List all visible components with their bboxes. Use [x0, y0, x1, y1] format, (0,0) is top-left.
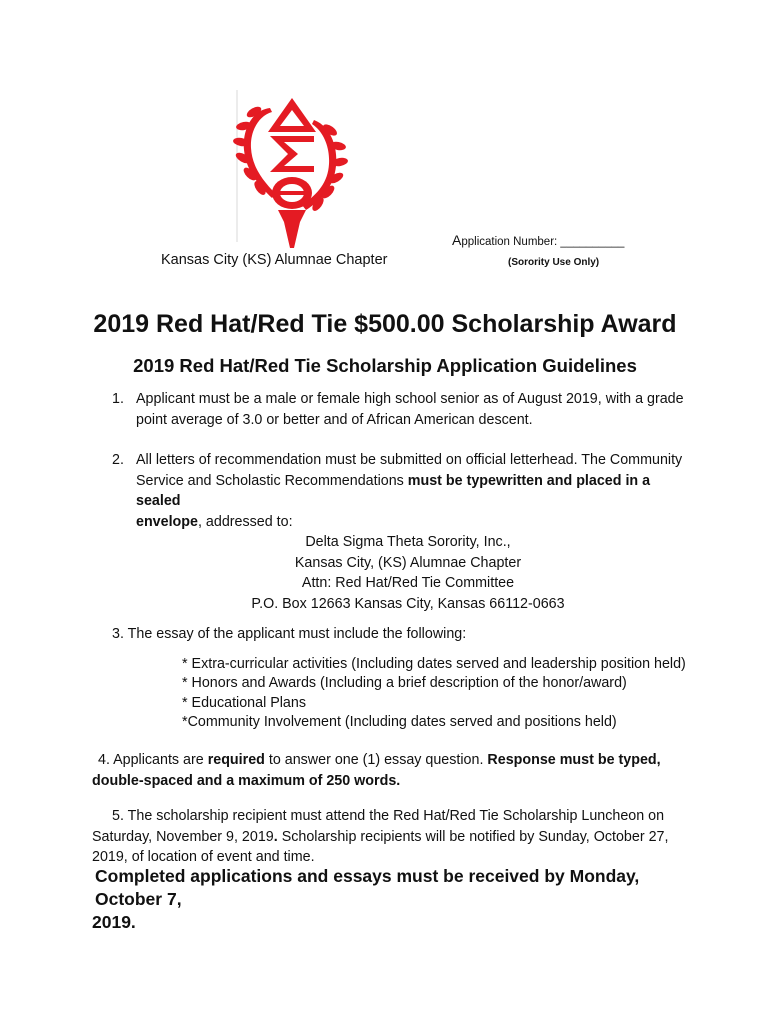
- item-1-line-1: Applicant must be a male or female high school senior as of August 2019, with a grade: [136, 391, 684, 407]
- item-5-line-3: 2019, of location of event and time.: [92, 849, 315, 865]
- item-5-line-1: 5. The scholarship recipient must attend the Red Hat/Red Tie Scholarship Luncheon on: [112, 808, 665, 824]
- item-2-line-3-plain: , addressed to:: [197, 513, 293, 530]
- address-line-4: P.O. Box 12663 Kansas City, Kansas 66112-0663: [251, 595, 565, 612]
- item-4-middle: to answer one (1) essay question.: [264, 752, 488, 768]
- item-2-line-1: All letters of recommendation must be submitted on official letterhead. The Community: [136, 452, 683, 468]
- item-4-bold-tail: Response must be typed,: [487, 752, 661, 768]
- item-1-line-2: point average of 3.0 or better and of African American descent.: [136, 411, 533, 428]
- page-title: 2019 Red Hat/Red Tie $500.00 Scholarship Award: [93, 310, 677, 338]
- deadline-line-1: Completed applications and essays must be received by Monday, October 7,: [95, 866, 640, 909]
- item-5-text: [92, 806, 712, 868]
- item-2-line-2-bold: must be typewritten and placed in a sealed: [136, 472, 651, 509]
- laurel-left-icon: [232, 105, 276, 198]
- application-number-initial: A: [452, 232, 462, 248]
- mailing-address: [0, 532, 770, 614]
- item-5-line-2-rest: Scholarship recipients will be notified by Sunday, October 27,: [277, 828, 669, 845]
- theta-letter-icon: [272, 177, 312, 209]
- item-5-line-2: [92, 827, 712, 848]
- item-4-prefix: 4. Applicants are: [98, 752, 208, 768]
- item-3-bullet: * Educational Plans: [182, 694, 306, 711]
- sorority-crest-logo: [232, 90, 352, 250]
- item-3-bullet: * Honors and Awards (Including a brief description of the honor/award): [182, 675, 627, 692]
- item-2-number: 2.: [112, 452, 124, 468]
- item-4-line-1: [92, 750, 712, 771]
- item-2-text: [136, 450, 696, 532]
- deadline-line-2: 2019.: [92, 912, 136, 932]
- application-number-label: pplication Number: __________: [461, 236, 625, 248]
- page-subtitle: 2019 Red Hat/Red Tie Scholarship Application Guidelines: [133, 355, 637, 376]
- torch-icon: [278, 210, 306, 248]
- delta-letter-icon: [268, 98, 316, 132]
- item-1-number: 1.: [112, 391, 124, 407]
- item-3-bullets: [182, 655, 702, 732]
- item-2-line-3: [136, 512, 696, 533]
- item-4-required: required: [207, 752, 265, 768]
- address-line-2: Kansas City, (KS) Alumnae Chapter: [294, 554, 522, 571]
- item-4-text: [92, 750, 712, 791]
- item-3-bullet: *Community Involvement (Including dates served and positions held): [182, 713, 617, 730]
- item-2-line-2-plain: Service and Scholastic Recommendations: [136, 472, 408, 489]
- item-1-text: [136, 389, 696, 430]
- deadline-notice: [92, 865, 692, 934]
- address-line-3: Attn: Red Hat/Red Tie Committee: [301, 575, 515, 591]
- application-number-field[interactable]: [452, 232, 624, 248]
- item-3-intro: 3. The essay of the applicant must include the following:: [112, 626, 467, 642]
- sorority-use-only-note: (Sorority Use Only): [508, 257, 600, 268]
- chapter-name: Kansas City (KS) Alumnae Chapter: [161, 252, 388, 268]
- item-5-line-2-plain: Saturday, November 9, 2019: [92, 828, 274, 845]
- item-2-line-2: [136, 471, 696, 512]
- item-4-line-2-bold: double-spaced and a maximum of 250 words.: [92, 772, 401, 789]
- sigma-letter-icon: [270, 136, 314, 172]
- item-2-line-3-bold: envelope: [136, 513, 198, 530]
- item-5-line-2-bold: .: [273, 828, 278, 845]
- address-line-1: Delta Sigma Theta Sorority, Inc.,: [305, 534, 511, 550]
- item-3-bullet: * Extra-curricular activities (Including dates served and leadership position held): [182, 656, 686, 672]
- item-4-line-2: [92, 771, 712, 792]
